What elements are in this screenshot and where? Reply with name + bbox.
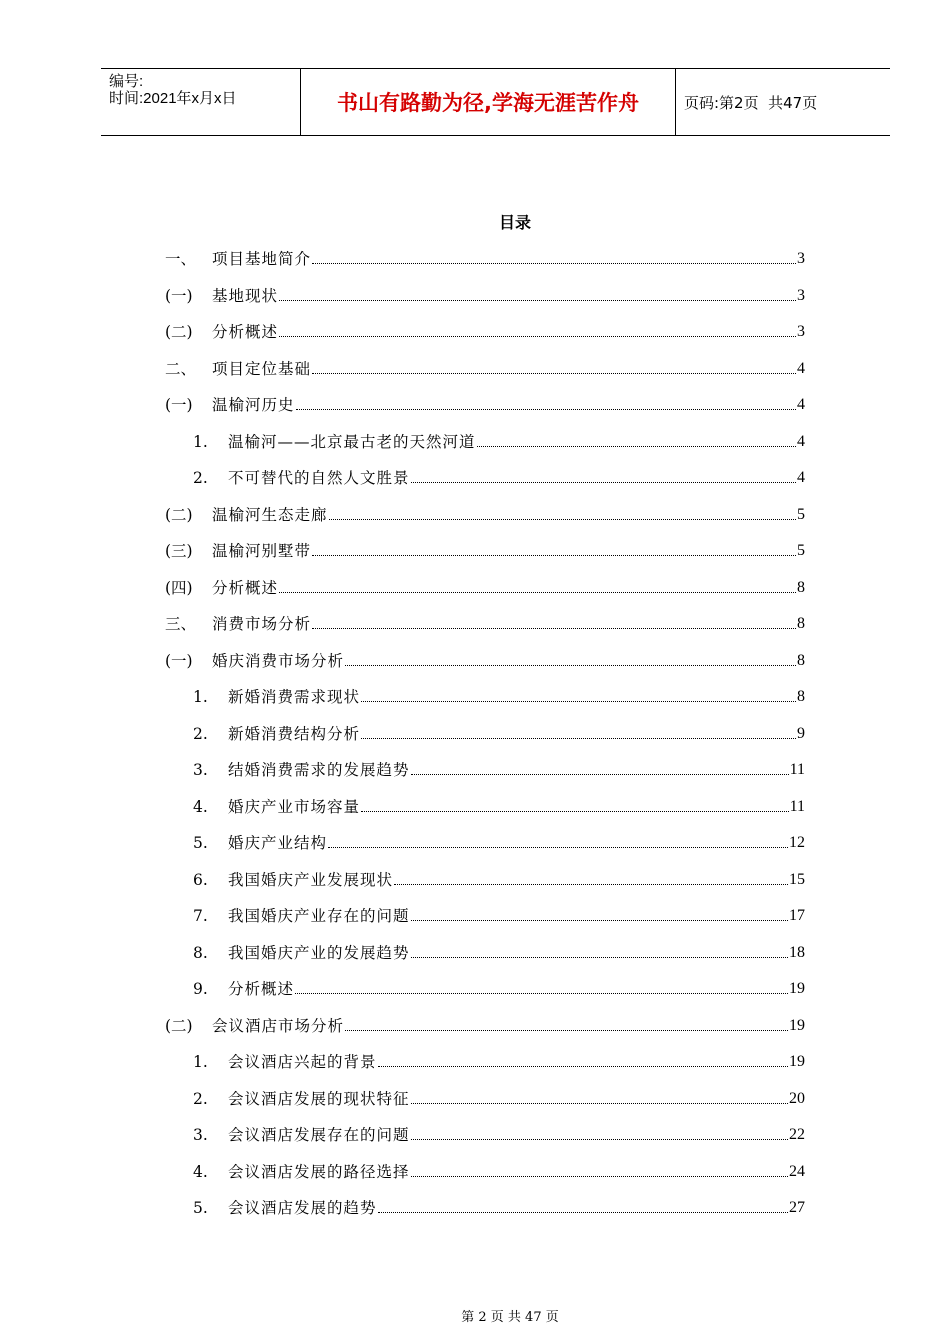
toc-entry-number: 4. [193, 1162, 218, 1181]
toc-entry-label: 温榆河——北京最古老的天然河道 [228, 432, 476, 451]
toc-leader-dots [411, 919, 788, 921]
toc-entry[interactable] [193, 1160, 805, 1182]
toc-entry[interactable] [165, 320, 805, 342]
toc-entry-number: 8. [193, 943, 218, 962]
toc-entry-label: 消费市场分析 [212, 615, 312, 633]
toc-leader-dots [345, 1029, 788, 1031]
page-footer: 第 2 页 共 47 页 [461, 1310, 559, 1325]
toc-entry-number: 3. [193, 1126, 218, 1144]
toc-leader-dots [279, 591, 796, 593]
toc-leader-dots [328, 846, 788, 848]
toc-entry[interactable] [193, 831, 805, 853]
toc-entry-number: 2. [193, 1089, 218, 1108]
toc-entry-label: 项目定位基础 [212, 359, 312, 378]
toc-entry-number: 1. [193, 432, 218, 451]
toc-entry-number: 三、 [165, 615, 206, 633]
toc-entry-number: 4. [193, 797, 218, 816]
toc-entry-number: (二) [165, 1016, 193, 1035]
toc-entry-page: 8 [797, 651, 805, 669]
toc-entry-page: 11 [789, 797, 805, 815]
toc-entry-number: 9. [193, 980, 218, 998]
toc-leader-dots [279, 335, 796, 337]
toc-leader-dots [361, 737, 796, 739]
toc-leader-dots [411, 956, 788, 958]
toc-entry-label: 项目基地简介 [212, 250, 312, 268]
toc-entry-number: 1. [193, 688, 218, 706]
toc-entry[interactable] [193, 685, 805, 707]
toc-leader-dots [411, 1138, 788, 1140]
toc-entry-page: 19 [789, 1016, 805, 1034]
toc-entry[interactable] [165, 357, 805, 379]
toc-entry-page: 8 [797, 688, 805, 705]
toc-entry[interactable] [165, 284, 805, 306]
toc-entry[interactable] [193, 795, 805, 817]
toc-entry-page: 4 [797, 396, 805, 413]
toc-entry[interactable] [193, 977, 805, 999]
toc-entry-label: 温榆河别墅带 [212, 542, 312, 560]
toc-entry[interactable] [193, 904, 805, 926]
toc-entry-label: 我国婚庆产业存在的问题 [228, 907, 410, 925]
toc-leader-dots [295, 992, 788, 994]
toc-leader-dots [296, 408, 796, 410]
toc-entry-label: 婚庆产业市场容量 [228, 797, 361, 816]
toc-entry-page: 19 [789, 1053, 805, 1070]
header-page-info-text: 页码:第2页 共47页 [684, 93, 818, 112]
toc-entry-number: (一) [165, 396, 193, 414]
header-number-label: 编号: [109, 73, 144, 90]
toc-entry[interactable] [165, 539, 805, 561]
toc-entry-label: 会议酒店发展的趋势 [228, 1199, 377, 1217]
toc-entry-page: 5 [797, 505, 805, 523]
toc-entry-label: 温榆河生态走廊 [212, 505, 328, 524]
toc-entry-page: 3 [797, 250, 805, 267]
toc-entry[interactable] [165, 649, 805, 671]
toc-entry[interactable] [193, 758, 805, 780]
toc-leader-dots [394, 883, 788, 885]
toc-leader-dots [279, 299, 796, 301]
toc-entry-label: 温榆河历史 [212, 396, 295, 414]
toc-leader-dots [477, 445, 796, 447]
toc-entry-page: 20 [789, 1089, 805, 1107]
toc-leader-dots [361, 810, 789, 812]
toc-entry-label: 分析概述 [212, 323, 279, 341]
toc-leader-dots [312, 372, 796, 374]
toc-entry[interactable] [193, 1050, 805, 1072]
header-time-label: 时间:2021年x月x日 [109, 90, 237, 107]
toc-entry[interactable] [193, 430, 805, 452]
toc-entry-number: 7. [193, 907, 218, 925]
toc-entry-label: 分析概述 [228, 980, 295, 998]
toc-entry-label: 分析概述 [212, 578, 279, 597]
toc-entry-page: 17 [789, 907, 805, 924]
toc-leader-dots [312, 627, 796, 629]
toc-entry-number: (一) [165, 651, 193, 670]
toc-entry[interactable] [193, 941, 805, 963]
toc-entry-page: 3 [797, 323, 805, 340]
toc-entry-label: 结婚消费需求的发展趋势 [228, 761, 410, 779]
toc-entry-label: 会议酒店发展存在的问题 [228, 1126, 410, 1144]
toc-entry[interactable] [193, 722, 805, 744]
toc-entry[interactable] [165, 576, 805, 598]
toc-entry-page: 19 [789, 980, 805, 997]
toc-entry-number: 2. [193, 724, 218, 743]
toc-leader-dots [411, 1175, 788, 1177]
toc-entry[interactable] [193, 1196, 805, 1218]
toc-entry-number: (二) [165, 323, 193, 341]
toc-entry-page: 4 [797, 432, 805, 450]
toc-leader-dots [312, 554, 796, 556]
toc-leader-dots [378, 1065, 788, 1067]
toc-entry[interactable] [165, 393, 805, 415]
toc-entry[interactable] [165, 612, 805, 634]
toc-entry[interactable] [165, 247, 805, 269]
toc-entry-label: 会议酒店市场分析 [212, 1016, 345, 1035]
toc-entry-page: 8 [797, 615, 805, 632]
toc-entry-page: 5 [797, 542, 805, 559]
toc-leader-dots [345, 664, 796, 666]
toc-leader-dots [312, 262, 796, 264]
toc-entry-page: 15 [789, 870, 805, 888]
toc-entry-page: 18 [789, 943, 805, 961]
toc-entry-label: 我国婚庆产业发展现状 [228, 870, 394, 889]
toc-entry-number: 5. [193, 1199, 218, 1217]
toc-entry[interactable] [193, 1087, 805, 1109]
toc-title: 目录 [498, 213, 531, 232]
toc-entry-number: 5. [193, 834, 218, 852]
toc-entry-label: 会议酒店兴起的背景 [228, 1053, 377, 1071]
toc-entry-page: 4 [797, 359, 805, 377]
toc-entry-page: 22 [789, 1126, 805, 1143]
toc-leader-dots [411, 773, 789, 775]
toc-leader-dots [411, 1102, 788, 1104]
toc-entry-number: (一) [165, 286, 193, 305]
toc-entry-number: 6. [193, 870, 218, 889]
toc-entry[interactable] [193, 1123, 805, 1145]
toc-entry-label: 新婚消费结构分析 [228, 724, 361, 743]
toc-entry-label: 不可替代的自然人文胜景 [228, 469, 410, 487]
toc-entry-page: 27 [789, 1199, 805, 1216]
toc-entry-number: (三) [165, 542, 193, 560]
toc-entry-label: 婚庆消费市场分析 [212, 651, 345, 670]
toc-leader-dots [411, 481, 796, 483]
toc-entry-label: 婚庆产业结构 [228, 834, 328, 852]
toc-entry-page: 3 [797, 286, 805, 304]
toc-entry-number: 二、 [165, 359, 206, 378]
toc-entry-page: 4 [797, 469, 805, 486]
toc-entry-number: 2. [193, 469, 218, 487]
toc-entry-number: 3. [193, 761, 218, 779]
toc-entry[interactable] [193, 868, 805, 890]
toc-entry-label: 我国婚庆产业的发展趋势 [228, 943, 410, 962]
toc-entry-label: 会议酒店发展的路径选择 [228, 1162, 410, 1181]
toc-entry-page: 8 [797, 578, 805, 596]
toc-entry[interactable] [165, 503, 805, 525]
toc-entry-page: 24 [789, 1162, 805, 1180]
toc-entry-number: (二) [165, 505, 193, 524]
header-motto: 书山有路勤为径,学海无涯苦作舟 [301, 69, 676, 135]
toc-entry-label: 基地现状 [212, 286, 279, 305]
toc-entry-page: 11 [789, 761, 805, 778]
toc-entry-label: 新婚消费需求现状 [228, 688, 361, 706]
toc-entry-label: 会议酒店发展的现状特征 [228, 1089, 410, 1108]
toc-leader-dots [329, 518, 796, 520]
toc-leader-dots [361, 700, 796, 702]
toc-entry-number: 1. [193, 1053, 218, 1071]
toc-entry-number: 一、 [165, 250, 206, 268]
toc-entry[interactable] [193, 466, 805, 488]
toc-leader-dots [378, 1211, 788, 1213]
toc-entry-page: 12 [789, 834, 805, 851]
toc-entry-number: (四) [165, 578, 193, 597]
toc-entry[interactable] [165, 1014, 805, 1036]
toc-entry-page: 9 [797, 724, 805, 742]
